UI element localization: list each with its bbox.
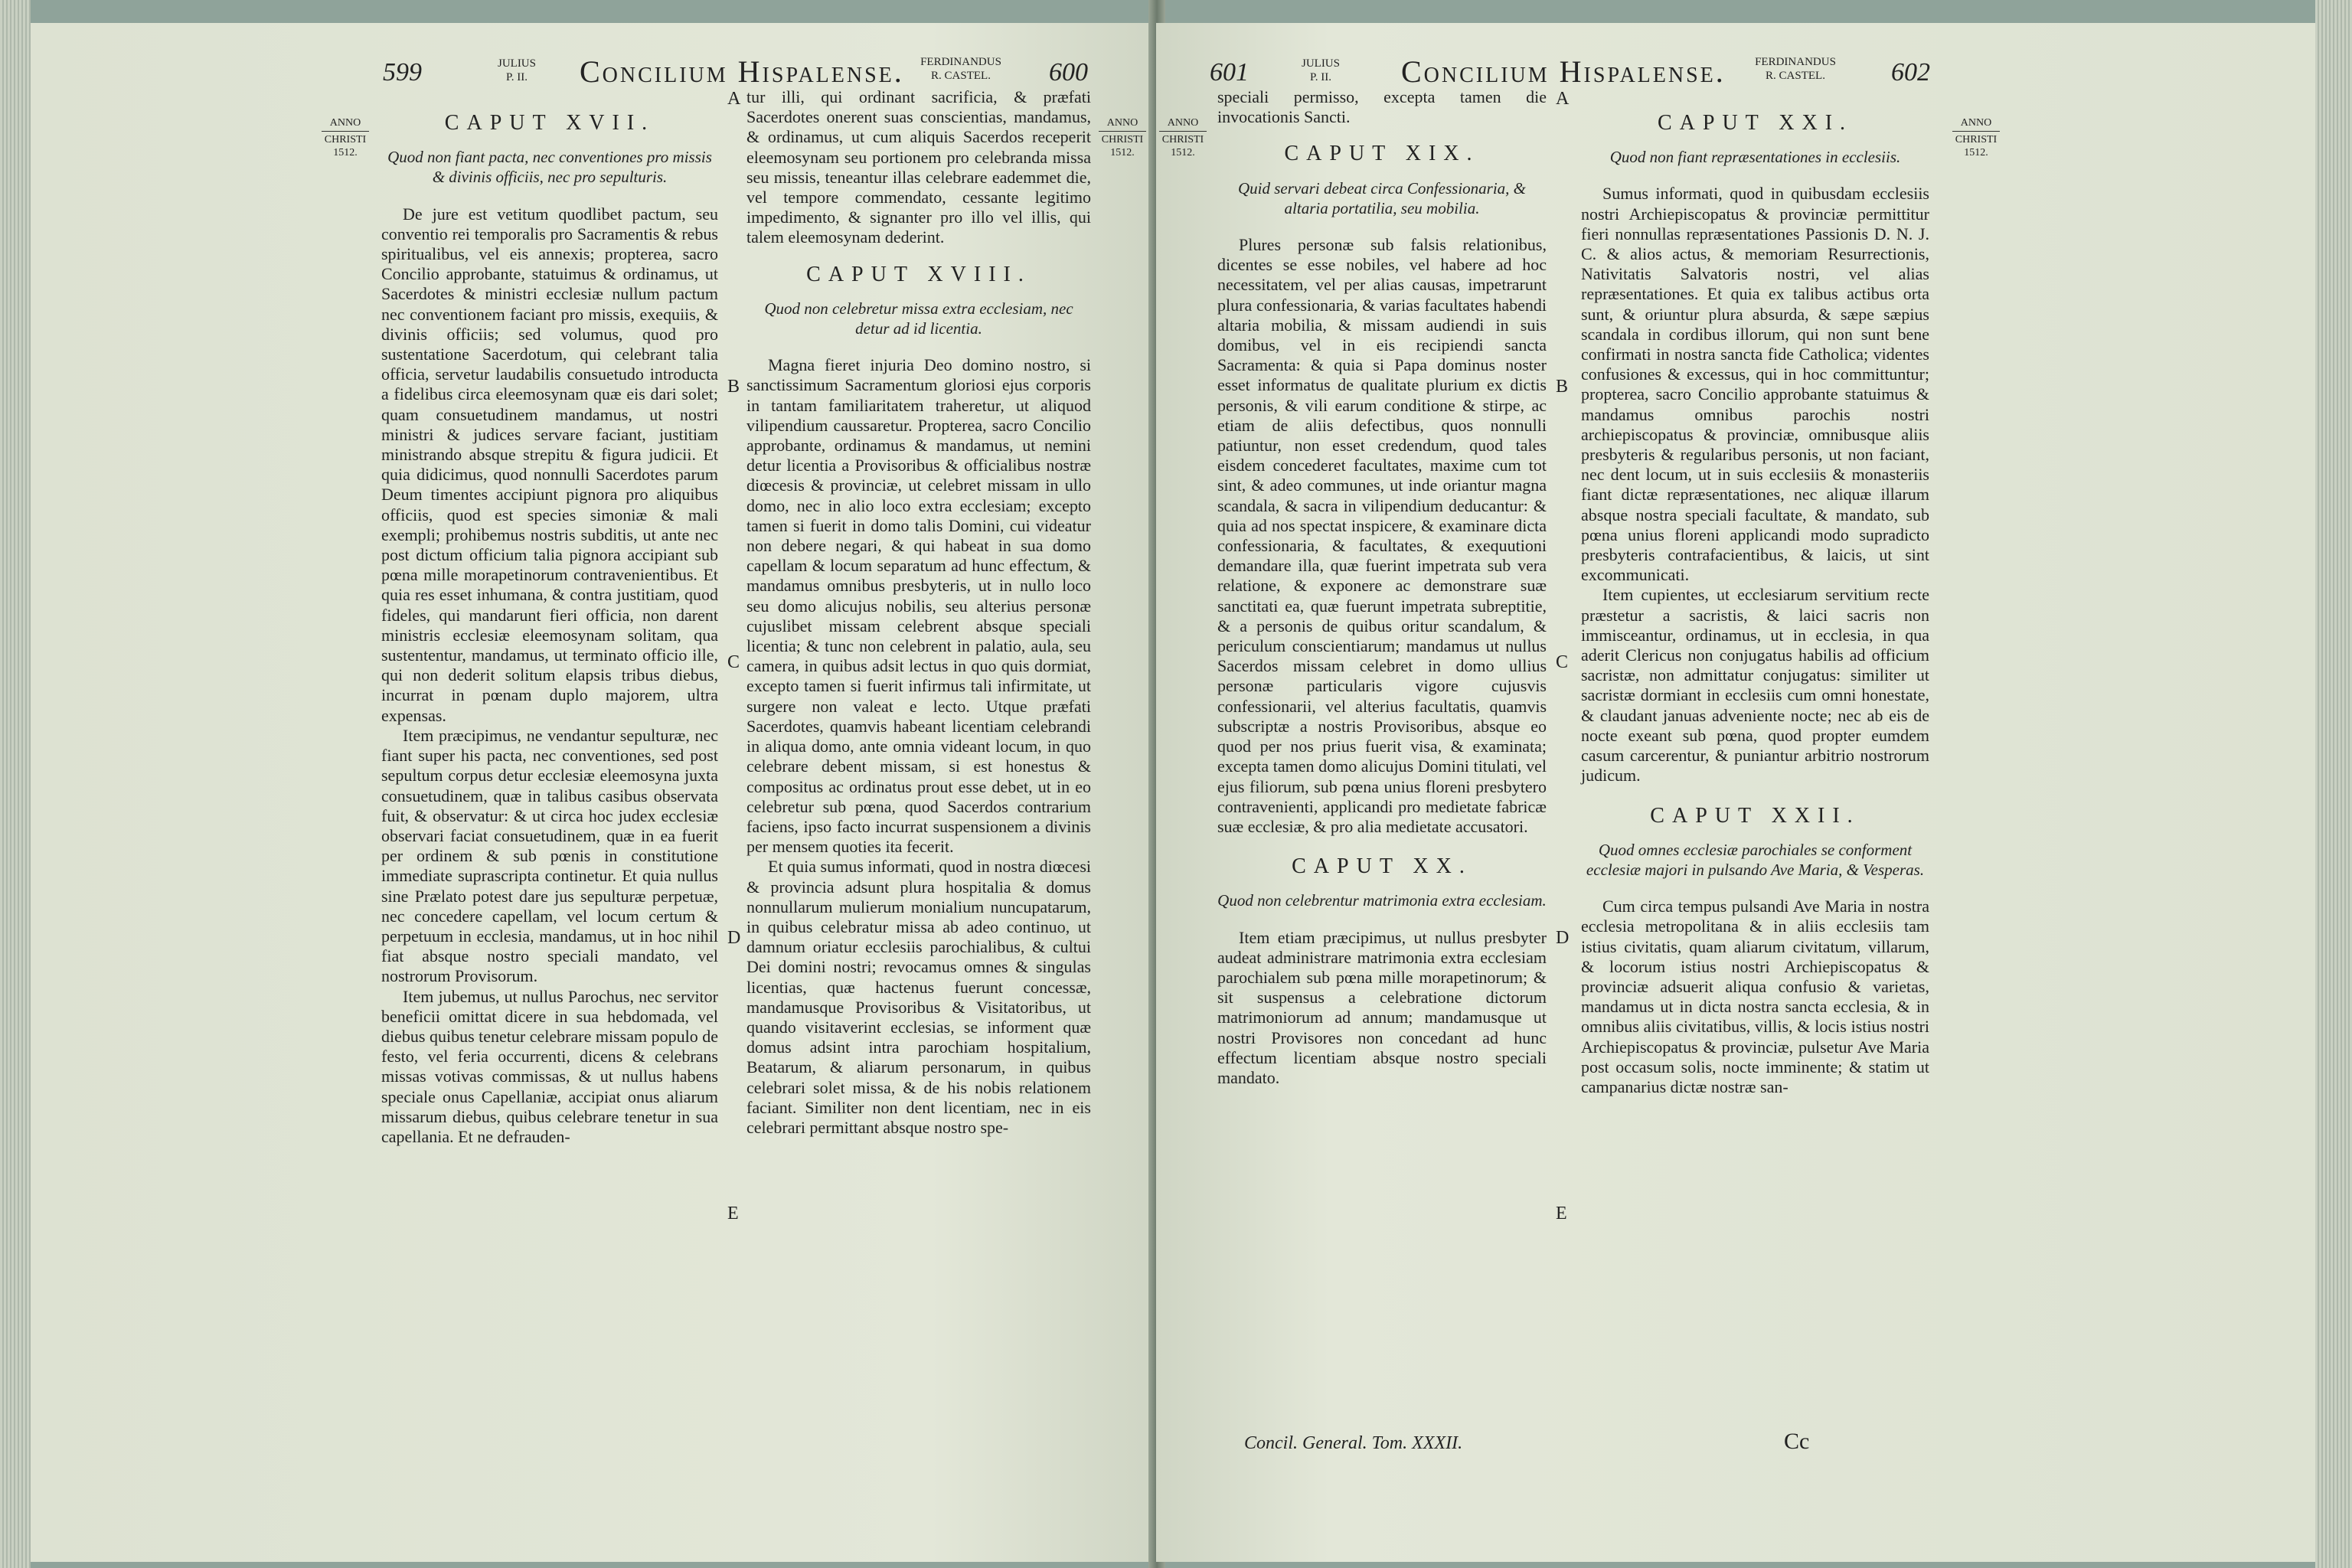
paragraph: Plures personæ sub falsis relationibus, dicentes se esse nobiles, vel habere ad hoc necessitatem, vel per alias causas, impetrarunt plura confessionaria, & varias facultates habendi altaria mobilia, & missam audiendi in suis domibus, vel in eis recipiendi sancta Sacramenta: & quia si Papa dominus noster esset informatus de qualitate plurium ex dictis personis, & vili earum conditione & stirpe, ac etiam de aliis defectibus, quos nonnulli patiuntur, non esset credendum, quod tales eisdem concederet facultates, maxime cum tot sint, & adeo communes, ut inde oriantur magna scandala, & sacra in vilipendium deducantur: & quia ad nos spectat inspicere, & examinare dicta confessionaria, & facultates, & exequutioni demandare illa, quæ fuerint impetrata sub vera relatione, & exponere ac demonstrare suæ sanctitati ea, quæ fuerunt impetrata subreptitie, & a personis de quibus oritur scandalum, & periculum conscientiarum; mandamus ut nullus Sacerdos missam celebret in domo ullius personæ particularis vigore cujusvis confessionarii, vel alterius facultatis, quamvis subscriptæ a nostris Provisoribus, absque eo quod per nos prius fuerit visa, & examinata; excepta tamen domo alicujus Domini titulati, vel ejus filiorum, sub pœna unius floreni presbytero contravenienti, applicandi pro medietate fabricæ suæ ecclesiæ, & pro alia medietate accusatori. [1217, 235, 1547, 836]
right-column-2 [1581, 109, 1929, 1097]
book-edge-left [0, 0, 31, 1568]
margin-marker-c: C [727, 652, 740, 672]
margin-marker-a: A [1556, 89, 1570, 109]
page-number-left: 599 [383, 58, 422, 87]
caput-heading: CAPUT XX. [1292, 854, 1472, 879]
right-column-1 [1217, 87, 1547, 1088]
caput-rubric: Quod non celebrentur matrimonia extra ecclesiam. [1217, 891, 1547, 910]
paragraph: Cum circa tempus pulsandi Ave Maria in nostra ecclesia metropolitana & in aliis ecclesiis tam istius civitatis, quam aliarum civitatum, villarum, & locorum istius nostri Archiepiscopatus & provinciæ adsuerit aliqua confusio & varietas, mandamus ut in dicta nostra sancta ecclesia, & in omnibus aliis civitatibus, villis, & locis istius nostri Archiepiscopatus & provinciæ, pulsetur Ave Maria post occasum solis, nocte imminente; & statim ut campanarius dictæ nostræ san- [1581, 897, 1929, 1096]
caput-heading: CAPUT XVIII. [806, 262, 1031, 286]
caput-heading: CAPUT XXII. [1650, 803, 1860, 828]
paragraph: De jure est vetitum quodlibet pactum, seu conventio rei temporalis pro Sacramentis & rebus spiritualibus, vel eis annexis; propterea, sacro Concilio approbante, statuimus & ordinamus, ut Sacerdotes & ministri ecclesiæ nullum pactum nec conventionem faciant pro missis, exequiis, & divinis officiis; sed volumus, quod pro sustentatione Sacerdotum, qui celebrant talia officia, servetur laudabilis consuetudo introducta a fidelibus circa eleemosynam quæ eis dari solet; quam consuetudinem mandamus, ut nostri ministri & judices servare faciant, justitiam ministrando absque strepitu & figura judicii. Et quia didicimus, quod nonnulli Sacerdotes parum Deum timentes accipiunt pignora pro aliquibus officiis, quod est species simoniæ & mali exempli; prohibemus nostris subditis, ut ante nec post dictum officium talia pignora accipiant sub pœna mille morapetinorum contravenientibus. Et quia res esset inhumana, & contra justitiam, quod fideles, qui mandarunt fieri officia, non darent ministris ecclesiæ eleemosynam solitam, qua sustententur, mandamus, ut terminato officio ille, qui non dederit solitum elapsis tribus diebus, incurrat in pœnam duplo majorem, ultra expensas. [381, 204, 718, 725]
margin-note-inner [1159, 116, 1207, 159]
caput-rubric: Quod non celebretur missa extra ecclesiam, nec detur ad id licentia. [764, 299, 1073, 338]
running-head-title: Concilium Hispalense. [580, 54, 904, 89]
caput-heading: CAPUT XIX. [1284, 142, 1480, 166]
gathering-signature: Cc [1784, 1429, 1810, 1454]
paragraph: Item præcipimus, ne vendantur sepulturæ, nec fiant super his pacta, nec conventiones, sed post sepultum corpus detur ecclesiæ eleemosyna juxta consuetudinem, quæ in talibus casibus observata fuit, & observatur: & ut circa hoc judex ecclesiæ observari faciat consuetudinem, quæ in ea fuerit per ordinem & sub pœnis in constitutione immediate suprascripta continetur. Et quia nullus sine Prælato potest dare jus sepulturæ perpetuæ, nec concedere capellam, vel locum certum & perpetuum in ecclesia, mandamus, ut in hoc nihil fiat absque nostro speciali mandato, vel nostrorum Provisorum. [381, 725, 718, 986]
margin-marker-e: E [727, 1204, 739, 1223]
book-edge-right [2315, 0, 2352, 1568]
year-label: 1512. [1171, 147, 1195, 158]
year-label: 1512. [1964, 147, 1988, 158]
margin-marker-d: D [727, 928, 741, 948]
left-column-2 [746, 87, 1091, 1138]
margin-marker-b: B [1556, 377, 1569, 397]
right-page [1156, 23, 2315, 1562]
paragraph: Magna fieret injuria Deo domino nostro, si sanctissimum Sacramentum gloriosi ejus corporis in tantam familiaritatem traheretur, ut aliquod vilipendium caussaretur. Propterea, sacro Concilio approbante, ordinamus & mandamus, ut nemini detur licentia a Provisoribus & officialibus nostræ diœcesis & provinciæ, ut celebret missam in ullo domo, nec in alio loco extra ecclesiam; excepto tamen si fuerit in domo talis Domini, cui videatur non debere negari, & qui habeat in sua domo capellam & locum separatum ad hunc effectum, & mandamus omnibus presbyteris, ut in nullo loco seu domo alicujus nobilis, seu alterius personæ cujuslibet missam celebrent absque speciali licentia; & tunc non celebrent in palatio, aula, seu camera, in quibus adsit lectus in quo quis dormiat, excepto tamen si fuerit infirmus tali infirmitate, ut surgere non valeat e lecto. Utque præfati Sacerdotes, quamvis habeant licentiam celebrandi in aliqua domo, ante omnia videant locum, in quo celebrare debent missam, si est honestus & compositus ac ordinatus prout esse debet, ut in eo celebretur sub pœna, quod Sacerdos contrarium faciens, ipso facto incurrat suspensionem a divinis per mensem quoties ita fecerit. [746, 355, 1091, 857]
caput-rubric: Quod non fiant pacta, nec conventiones pro missis & divinis officiis, nec pro sepulturis. [387, 148, 712, 187]
christi-label: CHRISTI [1161, 134, 1204, 145]
caput-rubric: Quid servari debeat circa Confessionaria, & altaria portatilia, seu mobilia. [1237, 178, 1527, 217]
running-head-pope [475, 57, 559, 84]
left-page [31, 23, 1156, 1562]
caput-rubric: Quod non fiant repræsentationes in ecclesiis. [1609, 148, 1901, 167]
year-label: 1512. [333, 147, 358, 158]
page-number-right: 602 [1891, 58, 1930, 87]
pope-number: P. II. [1310, 71, 1331, 83]
paragraph: Item etiam præcipimus, ut nullus presbyter audeat administrare matrimonia extra ecclesiam parochialem sub pœna mille morapetinorum; & sit suspensus a celebratione dictorum matrimoniorum ad annum; mandamusque ut nostri Provisores non concedant ad hunc effectum licentiam absque nostro speciali mandato. [1217, 927, 1547, 1087]
volume-signature: Concil. General. Tom. XXXII. [1244, 1433, 1463, 1453]
christi-label: CHRISTI [324, 134, 367, 145]
anno-label: ANNO [1167, 117, 1199, 129]
anno-label: ANNO [1106, 117, 1138, 129]
running-head-king [1746, 55, 1845, 83]
margin-note-left [322, 116, 369, 159]
left-column-1 [381, 109, 718, 1147]
caput-rubric: Quod omnes ecclesiæ parochiales se conforment ecclesiæ majori in pulsando Ave Maria, & Vesperas. [1586, 840, 1925, 879]
year-label: 1512. [1110, 147, 1135, 158]
caput-heading: CAPUT XVII. [444, 111, 655, 135]
running-head-title: Concilium Hispalense. [1401, 54, 1726, 89]
pope-number: P. II. [506, 71, 528, 83]
page-number-right: 600 [1049, 58, 1088, 87]
christi-label: CHRISTI [1101, 134, 1144, 145]
margin-marker-c: C [1556, 652, 1569, 672]
margin-note-inner [1099, 116, 1146, 159]
paragraph: Item jubemus, ut nullus Parochus, nec servitor beneficii omittat dicere in sua hebdomada, vel diebus quibus tenetur celebrare missam populo de festo, vel feria occurrenti, dicens & celebrans missas votivas commissas, & ut nullus habens speciale onus Capellaniæ, accipiat onus aliarum missarum diebus, quibus celebrare tenetur in sua capellania. Et ne defrauden- [381, 986, 718, 1146]
paragraph: tur illi, qui ordinant sacrificia, & præfati Sacerdotes onerent suas conscientias, mandamus, & ordinamus, ut cum aliquis Sacerdos receperit eleemosynam seu portionem pro celebranda missa seu missis, teneantur illas celebrare eademmet die, vel tempore commendato, cessante legitimo impedimento, & signanter pro illo vel illis, qui talem eleemosynam dederint. [746, 87, 1091, 247]
margin-note-right [1952, 116, 2000, 159]
running-head-pope [1279, 57, 1363, 84]
caput-heading: CAPUT XXI. [1657, 111, 1854, 135]
pope-name: JULIUS [497, 57, 536, 70]
running-head-king [911, 55, 1011, 83]
king-title: R. CASTEL. [1766, 70, 1825, 82]
anno-label: ANNO [329, 117, 361, 129]
margin-marker-e: E [1556, 1204, 1567, 1223]
paragraph: Et quia sumus informati, quod in nostra diœcesi & provincia adsunt plura hospitalia & domus nonnullarum mulierum monialium nuncupatarum, in quibus celebratur missa ab adeo continuo, ut damnum oriatur ecclesiis parochialibus, & cultui Dei domini nostri; revocamus omnes & singulas licentias, quæ hactenus fuerunt concessæ, mandamusque Provisoribus & Visitatoribus, ut quando visitaverint ecclesias, se informent quæ domus adsint intra parochiam hospitalium, Beatarum, & aliarum personarum, in quibus celebrari solet missa, & de his nobis relationem faciant. Similiter non dent licentiam, nec in eis celebrari permittant absque nostro spe- [746, 857, 1091, 1137]
king-name: FERDINANDUS [920, 56, 1001, 68]
king-title: R. CASTEL. [931, 70, 991, 82]
paragraph: Sumus informati, quod in quibusdam ecclesiis nostri Archiepiscopatus & provinciæ permittitur fieri nonnullas repræsentationes Passionis D. N. J. C. & alios actus, & memoriam Resurrectionis, Nativitatis Salvatoris nostri, vel alias repræsentationes. Et quia ex talibus actibus orta sunt, & oriuntur plura absurda, & sæpe sæpius scandala in cordibus illorum, qui non sunt bene confirmati in nostra sancta fide Catholica; videntes confusiones & excessus, qui in hoc committuntur; propterea, sacro Concilio approbante statuimus & mandamus omnibus parochis nostri archiepiscopatus & provinciæ, omnibusque aliis presbyteris & regularibus personis, ut non faciant, nec dent locum, ut in suis ecclesiis & monasteriis fiant dictæ repræsentationes, nec aliquæ illarum absque nostra speciali facultate, & mandato, sub pœna unius floreni applicandi modo supradicto presbyteris contrafacientibus, & laicis, ut sint excommunicati. [1581, 184, 1929, 585]
christi-label: CHRISTI [1955, 134, 1998, 145]
anno-label: ANNO [1960, 117, 1992, 129]
margin-marker-b: B [727, 377, 740, 397]
margin-marker-a: A [727, 89, 741, 109]
pope-name: JULIUS [1301, 57, 1340, 70]
margin-marker-d: D [1556, 928, 1570, 948]
page-number-left: 601 [1210, 58, 1249, 87]
king-name: FERDINANDUS [1755, 56, 1836, 68]
paragraph: Item cupientes, ut ecclesiarum servitium recte præstetur a sacristis, & laici sacris non immisceantur, ordinamus, ut in ecclesia, in qua aderit Clericus non conjugatus habilis ad officium sacristæ, non admittatur conjugatus: similiter ut sacristæ dormiant in ecclesiis cum omni honestate, & claudant januas adveniente nocte; nec ab eis de nocte exeant sub pœna, quod propter eumdem casum carcerentur, & puniantur arbitrio nostrorum judicum. [1581, 585, 1929, 786]
paragraph: speciali permisso, excepta tamen die invocationis Sancti. [1217, 87, 1547, 127]
